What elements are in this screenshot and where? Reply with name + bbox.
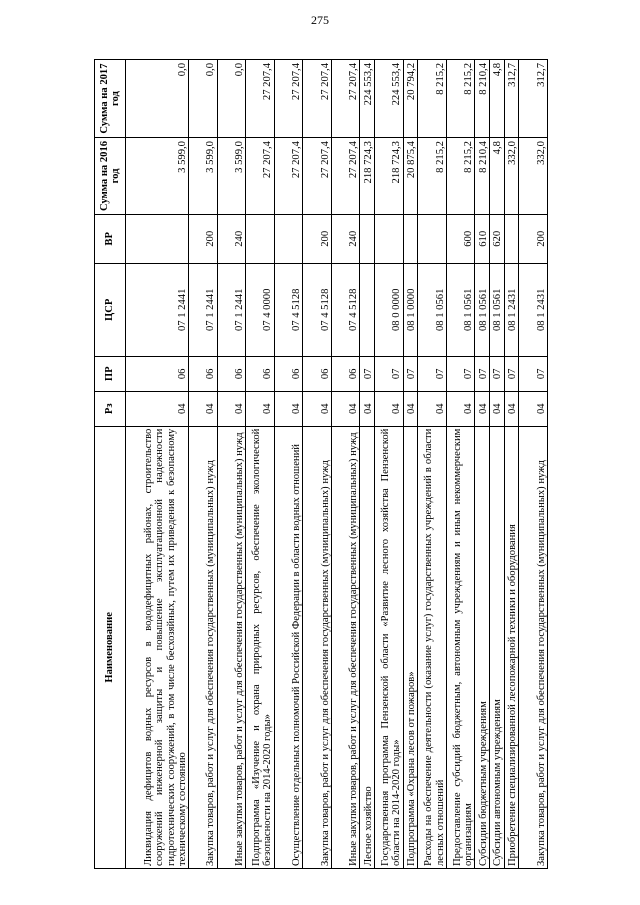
cell-sum2016: 332,0 xyxy=(504,138,519,215)
header-sum-2017: Сумма на 2017 год xyxy=(95,60,126,138)
cell-name: Подпрограмма «Изучение и охрана природных ресурсов, обеспечение экологической безопасности на 2014-2020 годы» xyxy=(246,426,275,868)
cell-sum2017: 0,0 xyxy=(217,60,246,138)
cell-sum2016: 332,0 xyxy=(519,138,548,215)
table-row xyxy=(274,60,303,869)
cell-pr: 07 xyxy=(475,356,490,391)
cell-csr: 08 0 0000 xyxy=(375,263,404,356)
cell-pr: 07 xyxy=(403,356,418,391)
cell-rz: 04 xyxy=(274,391,303,426)
table-row xyxy=(475,60,490,869)
cell-vr: 200 xyxy=(519,214,548,263)
cell-sum2016: 8 215,2 xyxy=(418,138,447,215)
cell-pr: 06 xyxy=(331,356,360,391)
cell-vr xyxy=(246,214,275,263)
table-row xyxy=(189,60,218,869)
cell-vr: 610 xyxy=(475,214,490,263)
cell-vr: 240 xyxy=(217,214,246,263)
cell-sum2016: 27 207,4 xyxy=(274,138,303,215)
cell-pr: 06 xyxy=(217,356,246,391)
header-name: Наименование xyxy=(95,426,126,868)
cell-rz: 04 xyxy=(189,391,218,426)
budget-table xyxy=(94,59,548,869)
cell-name: Субсидии автономным учреждениям xyxy=(490,426,505,868)
cell-pr: 07 xyxy=(418,356,447,391)
cell-sum2016: 27 207,4 xyxy=(303,138,332,215)
cell-vr xyxy=(504,214,519,263)
header-rz: Рз xyxy=(95,391,126,426)
cell-csr: 08 1 2431 xyxy=(504,263,519,356)
cell-csr: 07 4 5128 xyxy=(274,263,303,356)
rotated-table-container xyxy=(94,59,548,869)
cell-csr: 08 1 0561 xyxy=(490,263,505,356)
cell-vr: 200 xyxy=(303,214,332,263)
header-sum-2016: Сумма на 2016 год xyxy=(95,138,126,215)
cell-rz: 04 xyxy=(403,391,418,426)
cell-csr: 08 1 0561 xyxy=(446,263,475,356)
cell-sum2017: 27 207,4 xyxy=(246,60,275,138)
cell-vr xyxy=(403,214,418,263)
cell-csr: 07 4 5128 xyxy=(331,263,360,356)
header-vr: ВР xyxy=(95,214,126,263)
cell-name: Приобретение специализированной лесопожарной техники и оборудования xyxy=(504,426,519,868)
table-row xyxy=(217,60,246,869)
cell-vr: 620 xyxy=(490,214,505,263)
cell-sum2017: 312,7 xyxy=(504,60,519,138)
table-body xyxy=(126,60,548,869)
cell-sum2017: 0,0 xyxy=(189,60,218,138)
cell-sum2016: 8 210,4 xyxy=(475,138,490,215)
header-csr: ЦСР xyxy=(95,263,126,356)
cell-sum2016: 3 599,0 xyxy=(126,138,189,215)
cell-rz: 04 xyxy=(375,391,404,426)
cell-rz: 04 xyxy=(246,391,275,426)
table-row xyxy=(331,60,360,869)
cell-sum2017: 8 215,2 xyxy=(446,60,475,138)
cell-csr: 07 1 2441 xyxy=(189,263,218,356)
table-row xyxy=(490,60,505,869)
cell-csr: 08 1 2431 xyxy=(519,263,548,356)
cell-name: Закупка товаров, работ и услуг для обеспечения государственных (муниципальных) нужд xyxy=(303,426,332,868)
cell-rz: 04 xyxy=(475,391,490,426)
cell-pr: 06 xyxy=(303,356,332,391)
cell-name: Закупка товаров, работ и услуг для обеспечения государственных (муниципальных) нужд xyxy=(189,426,218,868)
table-row xyxy=(360,60,375,869)
cell-csr: 08 1 0000 xyxy=(403,263,418,356)
table-row xyxy=(303,60,332,869)
cell-rz: 04 xyxy=(490,391,505,426)
cell-pr: 07 xyxy=(504,356,519,391)
cell-sum2016: 3 599,0 xyxy=(189,138,218,215)
cell-rz: 04 xyxy=(303,391,332,426)
table-row xyxy=(126,60,189,869)
cell-rz: 04 xyxy=(360,391,375,426)
table-row xyxy=(504,60,519,869)
cell-name: Государственная программа Пензенской области «Развитие лесного хозяйства Пензенской области на 2014-2020 годы» xyxy=(375,426,404,868)
cell-sum2017: 4,8 xyxy=(490,60,505,138)
cell-rz: 04 xyxy=(331,391,360,426)
cell-csr: 07 1 2441 xyxy=(126,263,189,356)
cell-csr: 07 4 0000 xyxy=(246,263,275,356)
cell-sum2017: 27 207,4 xyxy=(303,60,332,138)
cell-sum2016: 4,8 xyxy=(490,138,505,215)
cell-pr: 07 xyxy=(446,356,475,391)
cell-name: Субсидии бюджетным учреждениям xyxy=(475,426,490,868)
cell-sum2017: 0,0 xyxy=(126,60,189,138)
cell-csr: 08 1 0561 xyxy=(418,263,447,356)
cell-csr: 07 4 5128 xyxy=(303,263,332,356)
cell-sum2017: 224 553,4 xyxy=(360,60,375,138)
cell-rz: 04 xyxy=(418,391,447,426)
cell-sum2016: 27 207,4 xyxy=(331,138,360,215)
cell-sum2017: 27 207,4 xyxy=(331,60,360,138)
cell-vr xyxy=(375,214,404,263)
cell-vr xyxy=(126,214,189,263)
cell-pr: 07 xyxy=(375,356,404,391)
cell-vr xyxy=(274,214,303,263)
cell-pr: 06 xyxy=(246,356,275,391)
cell-pr: 06 xyxy=(189,356,218,391)
cell-name: Ликвидация дефицитов водных ресурсов в вододефицитных районах, строительство сооружений инженерной защиты и повышение эксплуатационной надежности гидротехнических сооружений, в том числе бесхозяйных, путем их приведения к безопасному техническому состоянию xyxy=(126,426,189,868)
cell-sum2017: 224 553,4 xyxy=(375,60,404,138)
cell-name: Осуществление отдельных полномочий Российской Федерации в области водных отношений xyxy=(274,426,303,868)
cell-sum2017: 312,7 xyxy=(519,60,548,138)
cell-sum2017: 27 207,4 xyxy=(274,60,303,138)
cell-rz: 04 xyxy=(217,391,246,426)
table-row xyxy=(446,60,475,869)
cell-pr: 06 xyxy=(274,356,303,391)
cell-sum2016: 218 724,3 xyxy=(375,138,404,215)
cell-sum2016: 20 875,4 xyxy=(403,138,418,215)
cell-sum2017: 8 210,4 xyxy=(475,60,490,138)
table-row xyxy=(375,60,404,869)
cell-rz: 04 xyxy=(504,391,519,426)
cell-name: Иные закупки товаров, работ и услуг для обеспечения государственных (муниципальных) нужд xyxy=(331,426,360,868)
cell-sum2016: 27 207,4 xyxy=(246,138,275,215)
table-row xyxy=(519,60,548,869)
cell-sum2017: 8 215,2 xyxy=(418,60,447,138)
cell-vr: 600 xyxy=(446,214,475,263)
table-row xyxy=(418,60,447,869)
cell-rz: 04 xyxy=(519,391,548,426)
cell-sum2016: 8 215,2 xyxy=(446,138,475,215)
cell-pr: 07 xyxy=(519,356,548,391)
table-row xyxy=(246,60,275,869)
page-number: 275 xyxy=(311,13,329,27)
cell-vr xyxy=(360,214,375,263)
cell-name: Предоставление субсидий бюджетным, автономным учреждениям и иным некоммерческим организациям xyxy=(446,426,475,868)
cell-sum2016: 3 599,0 xyxy=(217,138,246,215)
cell-vr: 200 xyxy=(189,214,218,263)
rotated-table-frame xyxy=(94,59,548,869)
cell-vr: 240 xyxy=(331,214,360,263)
cell-csr: 07 1 2441 xyxy=(217,263,246,356)
cell-csr: 08 1 0561 xyxy=(475,263,490,356)
cell-name: Подпрограмма «Охрана лесов от пожаров» xyxy=(403,426,418,868)
cell-rz: 04 xyxy=(126,391,189,426)
cell-name: Лесное хозяйство xyxy=(360,426,375,868)
cell-name: Иные закупки товаров, работ и услуг для обеспечения государственных (муниципальных) нужд xyxy=(217,426,246,868)
cell-pr: 07 xyxy=(490,356,505,391)
cell-sum2017: 20 794,2 xyxy=(403,60,418,138)
cell-name: Расходы на обеспечение деятельности (оказание услуг) государственных учреждений в области лесных отношений xyxy=(418,426,447,868)
cell-pr: 07 xyxy=(360,356,375,391)
cell-vr xyxy=(418,214,447,263)
table-row xyxy=(403,60,418,869)
cell-csr xyxy=(360,263,375,356)
table-header-row xyxy=(95,60,126,869)
cell-name: Закупка товаров, работ и услуг для обеспечения государственных (муниципальных) нужд xyxy=(519,426,548,868)
header-pr: ПР xyxy=(95,356,126,391)
cell-rz: 04 xyxy=(446,391,475,426)
cell-sum2016: 218 724,3 xyxy=(360,138,375,215)
cell-pr: 06 xyxy=(126,356,189,391)
